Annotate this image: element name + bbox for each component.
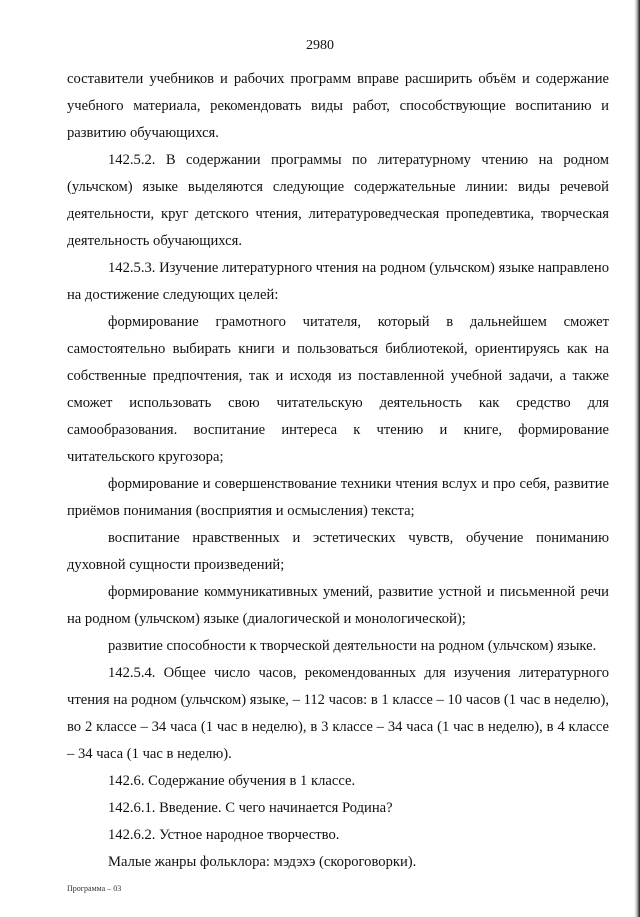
goal-item-reading-technique: формирование и совершенствование техники чтения вслух и про себя, развитие приёмов понимания (восприятия и осмысления) текста; [67,476,609,519]
document-body [67,66,609,876]
scan-edge-shadow [634,0,640,917]
goal-item-communication: формирование коммуникативных умений, развитие устной и письменной речи на родном (ульчском) языке (диалогической и монологической); [67,584,609,627]
paragraph-142-5-2: 142.5.2. В содержании программы по литературному чтению на родном (ульчском) языке выделяются следующие содержательные линии: виды речевой деятельности, круг детского чтения, литературоведческая пропедевтика, творческая деятельность обучающихся. [67,152,609,249]
heading-142-6: 142.6. Содержание обучения в 1 классе. [108,773,356,789]
page-number: 2980 [306,38,334,53]
heading-142-6-1: 142.6.1. Введение. С чего начинается Родина? [108,800,393,816]
goal-item-creativity: развитие способности к творческой деятельности на родном (ульчском) языке. [108,638,597,654]
page-footer: Программа – 03 [67,884,122,893]
paragraph-142-5-3: 142.5.3. Изучение литературного чтения на родном (ульчском) языке направлено на достижение следующих целей: [67,260,609,303]
paragraph-continuation: составители учебников и рабочих программ вправе расширить объём и содержание учебного материала, рекомендовать виды работ, способствующие воспитанию и развитию обучающихся. [67,71,609,141]
goal-item-moral-aesthetic: воспитание нравственных и эстетических чувств, обучение пониманию духовной сущности произведений; [67,530,609,573]
goal-item-reader: формирование грамотного читателя, который в дальнейшем сможет самостоятельно выбирать книги и пользоваться библиотекой, ориентируясь как на собственные предпочтения, так и исходя из поставленной учебной задачи, а также сможет использовать свою читательскую деятельность как средство для самообразования. воспитание интереса к чтению и книге, формирование читательского кругозора; [67,314,609,465]
heading-142-6-2: 142.6.2. Устное народное творчество. [108,827,340,843]
paragraph-142-5-4: 142.5.4. Общее число часов, рекомендованных для изучения литературного чтения на родном (ульчском) языке, – 112 часов: в 1 классе – 10 часов (1 час в неделю), во 2 классе – 34 часа (1 час в неделю), в 3 классе – 34 часа (1 час в неделю), в 4 классе – 34 часа (1 час в неделю). [67,665,609,762]
paragraph-folklore-genres: Малые жанры фольклора: мэдэхэ (скороговорки). [108,854,417,870]
